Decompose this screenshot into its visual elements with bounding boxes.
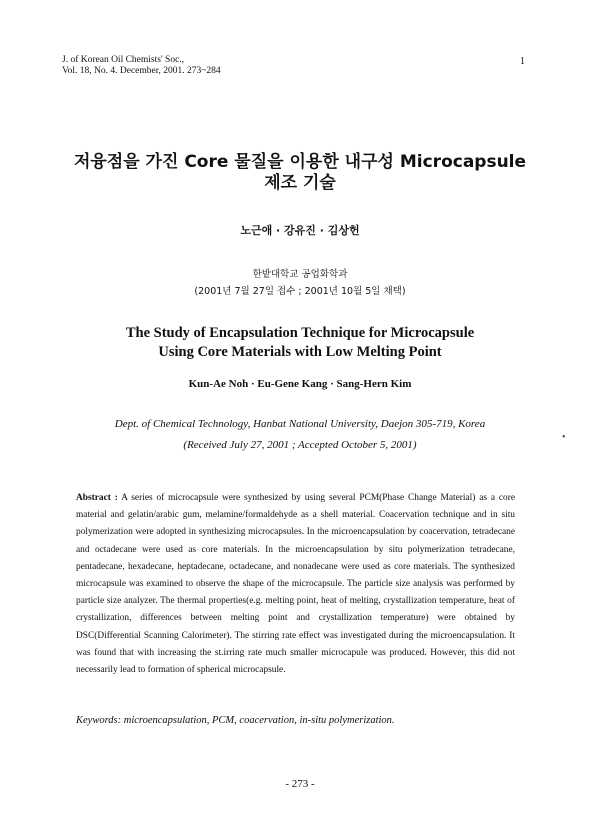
korean-dates: (2001년 7월 27일 접수 ; 2001년 10월 5일 채택) (194, 286, 406, 297)
korean-title-line-2: 제조 기술 (264, 173, 336, 193)
margin-mark: • (562, 432, 566, 443)
english-affiliation: Dept. of Chemical Technology, Hanbat National University, Daejon 305-719, Korea (114, 418, 486, 430)
english-title-line-1: The Study of Encapsulation Technique for Microcapsule (125, 325, 475, 341)
abstract (76, 490, 515, 679)
abstract-text: A series of microcapsule were synthesized by using several PCM(Phase Change Material) as a core material and gelatin/arabic gum, melamine/formaldehyde as a shell material. Coacervation technique and in situ polymerization were adopted in synthesizing microcapsules. In the microencapsulation by coacervation, tetradecane and octadecane were used as core materials. In the microencapsulation by situ polymerization tetradecane, pentadecane, hexadecane, heptadecane, octadecane, and nonadecane were used as core materials. The synthesized microcapsule was examined to observe the shape of the microcapsule. The particle size analysis was performed by particle size analyzer. The thermal properties(e.g. melting point, heat of melting, crystallization temperature, heat of crystallization, differences between melting point and crystallization temperature) were obtained by DSC(Differential Scanning Calorimeter). The stirring rate effect was investigated during the microencapsulation. It was found that with increasing the st.irring rate much smaller microcapule was produced. However, this did not necessarily lead to formation of spherical microcapsule. (76, 493, 515, 676)
korean-authors: 노근애 · 강유진 · 김상헌 (240, 224, 360, 237)
korean-affiliation: 한밭대학교 공업화학과 (252, 269, 348, 280)
korean-affiliation-block (0, 266, 600, 300)
english-authors: Kun-Ae Noh · Eu-Gene Kang · Sang-Hern Kim (188, 378, 412, 390)
footer-page-number: - 273 - (285, 778, 315, 790)
journal-line-2: Vol. 18, No. 4. December, 2001. 273~284 (62, 66, 221, 76)
journal-citation (62, 55, 221, 77)
english-title-line-2: Using Core Materials with Low Melting Point (158, 344, 442, 360)
english-dates: (Received July 27, 2001 ; Accepted October 5, 2001) (183, 439, 417, 451)
top-page-number: 1 (520, 56, 525, 67)
korean-title (50, 152, 550, 194)
journal-line-1: J. of Korean Oil Chemists' Soc., (62, 55, 185, 65)
korean-title-line-1: 저융점을 가진 Core 물질을 이용한 내구성 Microcapsule (73, 152, 527, 172)
keywords: Keywords: microencapsulation, PCM, coacervation, in-situ polymerization. (76, 715, 395, 726)
english-title (50, 324, 550, 362)
english-affiliation-block (0, 414, 600, 456)
abstract-label: Abstract : (76, 493, 118, 503)
